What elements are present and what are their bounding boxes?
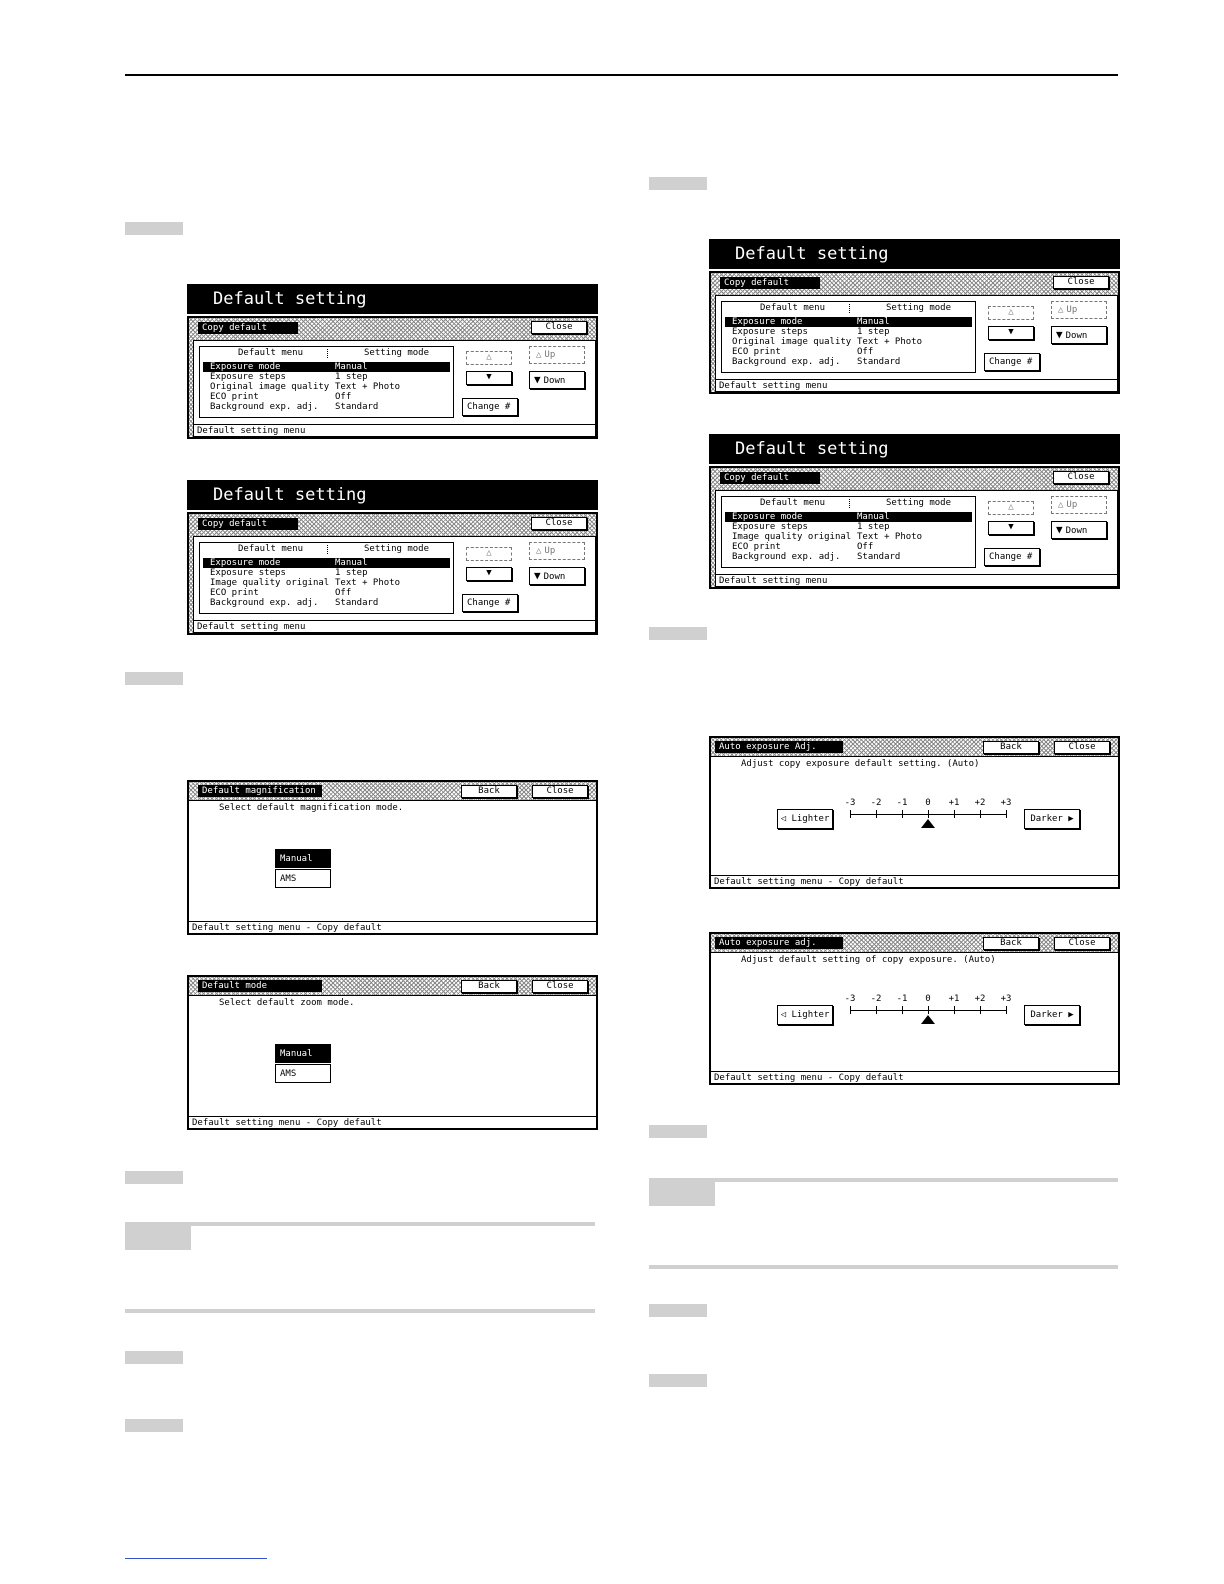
darker-label: Darker	[1030, 1010, 1063, 1020]
down-label: Down	[543, 572, 566, 582]
up-label: Up	[1066, 500, 1078, 510]
scale-label: +2	[974, 798, 986, 808]
column-header-mode: Setting mode	[364, 544, 430, 554]
table-row[interactable]	[725, 522, 972, 532]
up-arrow-icon: △	[536, 546, 542, 556]
table-row[interactable]	[203, 382, 450, 392]
note-marker	[649, 1180, 715, 1206]
exposure-panel	[709, 736, 1120, 889]
default-setting-screen	[187, 284, 598, 439]
close-button[interactable]: Close	[531, 517, 587, 530]
column-divider	[327, 349, 328, 358]
setting-value: Text + Photo	[857, 337, 923, 347]
up-button	[529, 346, 585, 364]
step-marker	[649, 1125, 707, 1138]
menu-item-label: Exposure mode	[210, 362, 281, 372]
up-button	[1051, 496, 1107, 514]
panel-body	[715, 295, 1118, 392]
table-row[interactable]	[203, 578, 450, 588]
column-divider	[849, 499, 850, 508]
scale-tick	[876, 1006, 877, 1014]
menu-item-label: Exposure steps	[210, 568, 286, 578]
down-arrow-icon: ▼	[534, 569, 541, 582]
menu-item-label: ECO print	[210, 392, 259, 402]
menu-item-label: ECO print	[732, 347, 781, 357]
down-arrow-icon: ▼	[1056, 328, 1063, 341]
step-marker	[649, 177, 707, 190]
status-bar: Default setting menu - Copy default	[189, 1116, 596, 1128]
up-arrow-icon: △	[1058, 500, 1064, 510]
darker-button[interactable]	[1024, 809, 1080, 829]
exposure-indicator-icon	[921, 819, 935, 828]
scale-tick	[902, 810, 903, 818]
back-button[interactable]: Back	[983, 937, 1039, 950]
exposure-screen	[709, 932, 1120, 1085]
lighter-button[interactable]	[777, 1005, 833, 1025]
table-row[interactable]	[725, 552, 972, 562]
setting-value: Standard	[335, 598, 379, 608]
column-header-menu: Default menu	[238, 544, 304, 554]
settings-table	[199, 542, 454, 614]
step-marker	[125, 672, 183, 685]
scroll-down-button[interactable]: ▼	[466, 371, 512, 385]
panel-title: Copy default	[720, 472, 820, 484]
step-marker	[649, 1304, 707, 1317]
default-setting-screen	[709, 239, 1120, 394]
step-marker	[125, 1171, 183, 1184]
default-setting-screen	[187, 480, 598, 635]
status-bar: Default setting menu	[194, 424, 595, 436]
scale-label: +2	[974, 994, 986, 1004]
close-button[interactable]: Close	[1053, 276, 1109, 289]
down-button[interactable]	[529, 567, 585, 585]
settings-table	[721, 496, 976, 568]
option-manual[interactable]: Manual	[275, 1044, 331, 1063]
panel-body	[189, 800, 596, 933]
setting-value: 1 step	[335, 372, 368, 382]
menu-item-label: Original image quality	[732, 337, 852, 347]
column-divider	[849, 304, 850, 313]
magnification-panel	[187, 780, 598, 935]
menu-item-label: Exposure steps	[732, 522, 808, 532]
up-label: Up	[544, 546, 556, 556]
up-arrow-icon: △	[536, 350, 542, 360]
table-row[interactable]	[725, 327, 972, 337]
panel-title: Default mode	[198, 980, 322, 992]
scale-label: +3	[1000, 994, 1012, 1004]
up-button	[1051, 301, 1107, 319]
setting-value: Off	[335, 392, 352, 402]
setting-value: Text + Photo	[335, 382, 401, 392]
scale-tick	[1006, 1006, 1007, 1014]
option-ams[interactable]: AMS	[275, 1064, 331, 1083]
down-label: Down	[543, 376, 566, 386]
table-row[interactable]	[203, 362, 450, 372]
scale-label: -1	[896, 798, 908, 808]
top-rule	[125, 74, 1118, 76]
panel-body	[193, 340, 596, 437]
note-rule-bottom	[649, 1265, 1118, 1269]
panel-body	[193, 536, 596, 633]
menu-item-label: ECO print	[210, 588, 259, 598]
scale-label: -2	[870, 798, 882, 808]
column-header-mode: Setting mode	[886, 498, 952, 508]
down-button[interactable]	[1051, 326, 1107, 344]
table-row[interactable]	[725, 317, 972, 327]
panel-title: Auto exposure adj.	[715, 937, 843, 949]
setting-value: 1 step	[857, 327, 890, 337]
table-row[interactable]	[725, 357, 972, 367]
up-label: Up	[1066, 305, 1078, 315]
change-button[interactable]: Change #	[462, 594, 518, 612]
panel-title: Copy default	[198, 518, 298, 530]
setting-value: Text + Photo	[335, 578, 401, 588]
menu-item-label: Image quality original	[210, 578, 330, 588]
scroll-up-button: △	[466, 351, 512, 365]
scale-label: +1	[948, 798, 960, 808]
scale-tick	[954, 810, 955, 818]
table-row[interactable]	[203, 372, 450, 382]
step-marker	[125, 1351, 183, 1364]
exposure-screen	[709, 736, 1120, 889]
setting-value: 1 step	[857, 522, 890, 532]
close-button[interactable]: Close	[532, 785, 588, 798]
setting-value: Standard	[857, 357, 901, 367]
note-rule-top	[649, 1178, 1118, 1182]
scroll-up-button: △	[988, 306, 1034, 320]
menu-item-label: Exposure mode	[732, 317, 803, 327]
table-row[interactable]	[725, 532, 972, 542]
scale-label: 0	[925, 798, 931, 808]
menu-item-label: Exposure steps	[210, 372, 286, 382]
panel-body	[715, 490, 1118, 587]
darker-arrow-icon: ▶	[1062, 1010, 1074, 1020]
scale-tick	[954, 1006, 955, 1014]
panel-title: Copy default	[198, 322, 298, 334]
scroll-up-button: △	[466, 547, 512, 561]
footer-link-rule	[125, 1558, 267, 1559]
magnification-panel	[187, 975, 598, 1130]
darker-arrow-icon: ▶	[1062, 814, 1074, 824]
table-row[interactable]	[203, 568, 450, 578]
exposure-panel	[709, 932, 1120, 1085]
copy-default-panel	[187, 316, 598, 439]
setting-value: Manual	[857, 317, 890, 327]
setting-value: Standard	[857, 552, 901, 562]
table-row[interactable]	[203, 402, 450, 412]
screen-title: Default setting	[187, 480, 598, 510]
instruction-text: Adjust copy exposure default setting. (Auto)	[741, 759, 980, 769]
table-row[interactable]	[725, 512, 972, 522]
setting-value: Standard	[335, 402, 379, 412]
setting-value: Manual	[857, 512, 890, 522]
instruction-text: Select default magnification mode.	[219, 803, 404, 813]
scale-label: -2	[870, 994, 882, 1004]
back-button[interactable]: Back	[461, 980, 517, 993]
instruction-text: Select default zoom mode.	[219, 998, 355, 1008]
note-rule-bottom	[125, 1309, 595, 1313]
menu-item-label: Exposure mode	[732, 512, 803, 522]
scale-tick	[980, 810, 981, 818]
table-row[interactable]	[203, 392, 450, 402]
screen-title: Default setting	[187, 284, 598, 314]
scroll-down-button[interactable]: ▼	[988, 326, 1034, 340]
table-row[interactable]	[725, 337, 972, 347]
up-arrow-icon: △	[1058, 305, 1064, 315]
close-button[interactable]: Close	[1053, 471, 1109, 484]
step-marker	[649, 1374, 707, 1387]
up-button	[529, 542, 585, 560]
default-setting-screen	[709, 434, 1120, 589]
down-label: Down	[1065, 331, 1088, 341]
step-marker	[125, 222, 183, 235]
down-label: Down	[1065, 526, 1088, 536]
note-marker	[125, 1224, 191, 1250]
close-button[interactable]: Close	[531, 321, 587, 334]
lighter-label: Lighter	[791, 1010, 830, 1020]
panel-body	[189, 995, 596, 1128]
menu-item-label: Background exp. adj.	[210, 598, 319, 608]
screen-title: Default setting	[709, 239, 1120, 269]
down-arrow-icon: ▼	[1056, 523, 1063, 536]
column-header-mode: Setting mode	[364, 348, 430, 358]
scale-tick	[876, 810, 877, 818]
lighter-label: Lighter	[791, 814, 830, 824]
scale-label: +3	[1000, 798, 1012, 808]
setting-value: Text + Photo	[857, 532, 923, 542]
option-ams[interactable]: AMS	[275, 869, 331, 888]
lighter-button[interactable]	[777, 809, 833, 829]
close-button[interactable]: Close	[1054, 741, 1110, 754]
magnification-screen	[187, 975, 598, 1130]
menu-item-label: Background exp. adj.	[732, 357, 841, 367]
back-button[interactable]: Back	[983, 741, 1039, 754]
setting-value: Off	[857, 542, 874, 552]
change-button[interactable]: Change #	[462, 398, 518, 416]
table-row[interactable]	[203, 588, 450, 598]
scale-label: -3	[844, 994, 856, 1004]
status-bar: Default setting menu	[716, 574, 1117, 586]
scale-tick	[928, 810, 929, 818]
panel-body	[711, 756, 1118, 887]
panel-body	[711, 952, 1118, 1083]
setting-value: 1 step	[335, 568, 368, 578]
copy-default-panel	[187, 512, 598, 635]
menu-item-label: Image quality original	[732, 532, 852, 542]
panel-title: Copy default	[720, 277, 820, 289]
settings-table	[721, 301, 976, 373]
table-row[interactable]	[203, 558, 450, 568]
menu-item-label: Background exp. adj.	[210, 402, 319, 412]
setting-value: Manual	[335, 362, 368, 372]
column-header-menu: Default menu	[760, 498, 826, 508]
option-manual[interactable]: Manual	[275, 849, 331, 868]
scale-label: -3	[844, 798, 856, 808]
down-button[interactable]	[529, 371, 585, 389]
menu-item-label: Exposure mode	[210, 558, 281, 568]
scale-tick	[850, 810, 851, 818]
menu-item-label: Background exp. adj.	[732, 552, 841, 562]
status-bar: Default setting menu - Copy default	[711, 1071, 1118, 1083]
scroll-up-button: △	[988, 501, 1034, 515]
panel-title: Auto exposure Adj.	[715, 741, 843, 753]
change-button[interactable]: Change #	[984, 353, 1040, 371]
darker-label: Darker	[1030, 814, 1063, 824]
status-bar: Default setting menu - Copy default	[189, 921, 596, 933]
setting-value: Off	[857, 347, 874, 357]
scroll-down-button[interactable]: ▼	[988, 521, 1034, 535]
menu-item-label: Exposure steps	[732, 327, 808, 337]
copy-default-panel	[709, 271, 1120, 394]
status-bar: Default setting menu - Copy default	[711, 875, 1118, 887]
scale-tick	[1006, 810, 1007, 818]
table-row[interactable]	[725, 347, 972, 357]
table-row[interactable]	[725, 542, 972, 552]
down-button[interactable]	[1051, 521, 1107, 539]
scale-tick	[902, 1006, 903, 1014]
settings-table	[199, 346, 454, 418]
setting-value: Off	[335, 588, 352, 598]
setting-value: Manual	[335, 558, 368, 568]
copy-default-panel	[709, 466, 1120, 589]
scale-tick	[980, 1006, 981, 1014]
lighter-arrow-icon: ◁	[780, 1010, 792, 1020]
table-row[interactable]	[203, 598, 450, 608]
scroll-down-button[interactable]: ▼	[466, 567, 512, 581]
note-rule-top	[125, 1222, 595, 1226]
panel-title: Default magnification	[198, 785, 322, 797]
step-marker	[125, 1419, 183, 1432]
scale-label: +1	[948, 994, 960, 1004]
exposure-indicator-icon	[921, 1015, 935, 1024]
column-header-menu: Default menu	[238, 348, 304, 358]
status-bar: Default setting menu	[194, 620, 595, 632]
darker-button[interactable]	[1024, 1005, 1080, 1025]
up-label: Up	[544, 350, 556, 360]
scale-tick	[928, 1006, 929, 1014]
column-header-menu: Default menu	[760, 303, 826, 313]
scale-label: -1	[896, 994, 908, 1004]
menu-item-label: ECO print	[732, 542, 781, 552]
close-button[interactable]: Close	[532, 980, 588, 993]
magnification-screen	[187, 780, 598, 935]
status-bar: Default setting menu	[716, 379, 1117, 391]
column-header-mode: Setting mode	[886, 303, 952, 313]
menu-item-label: Original image quality	[210, 382, 330, 392]
lighter-arrow-icon: ◁	[780, 814, 792, 824]
down-arrow-icon: ▼	[534, 373, 541, 386]
close-button[interactable]: Close	[1054, 937, 1110, 950]
step-marker	[649, 627, 707, 640]
instruction-text: Adjust default setting of copy exposure. (Auto)	[741, 955, 996, 965]
change-button[interactable]: Change #	[984, 548, 1040, 566]
column-divider	[327, 545, 328, 554]
scale-label: 0	[925, 994, 931, 1004]
back-button[interactable]: Back	[461, 785, 517, 798]
screen-title: Default setting	[709, 434, 1120, 464]
scale-tick	[850, 1006, 851, 1014]
